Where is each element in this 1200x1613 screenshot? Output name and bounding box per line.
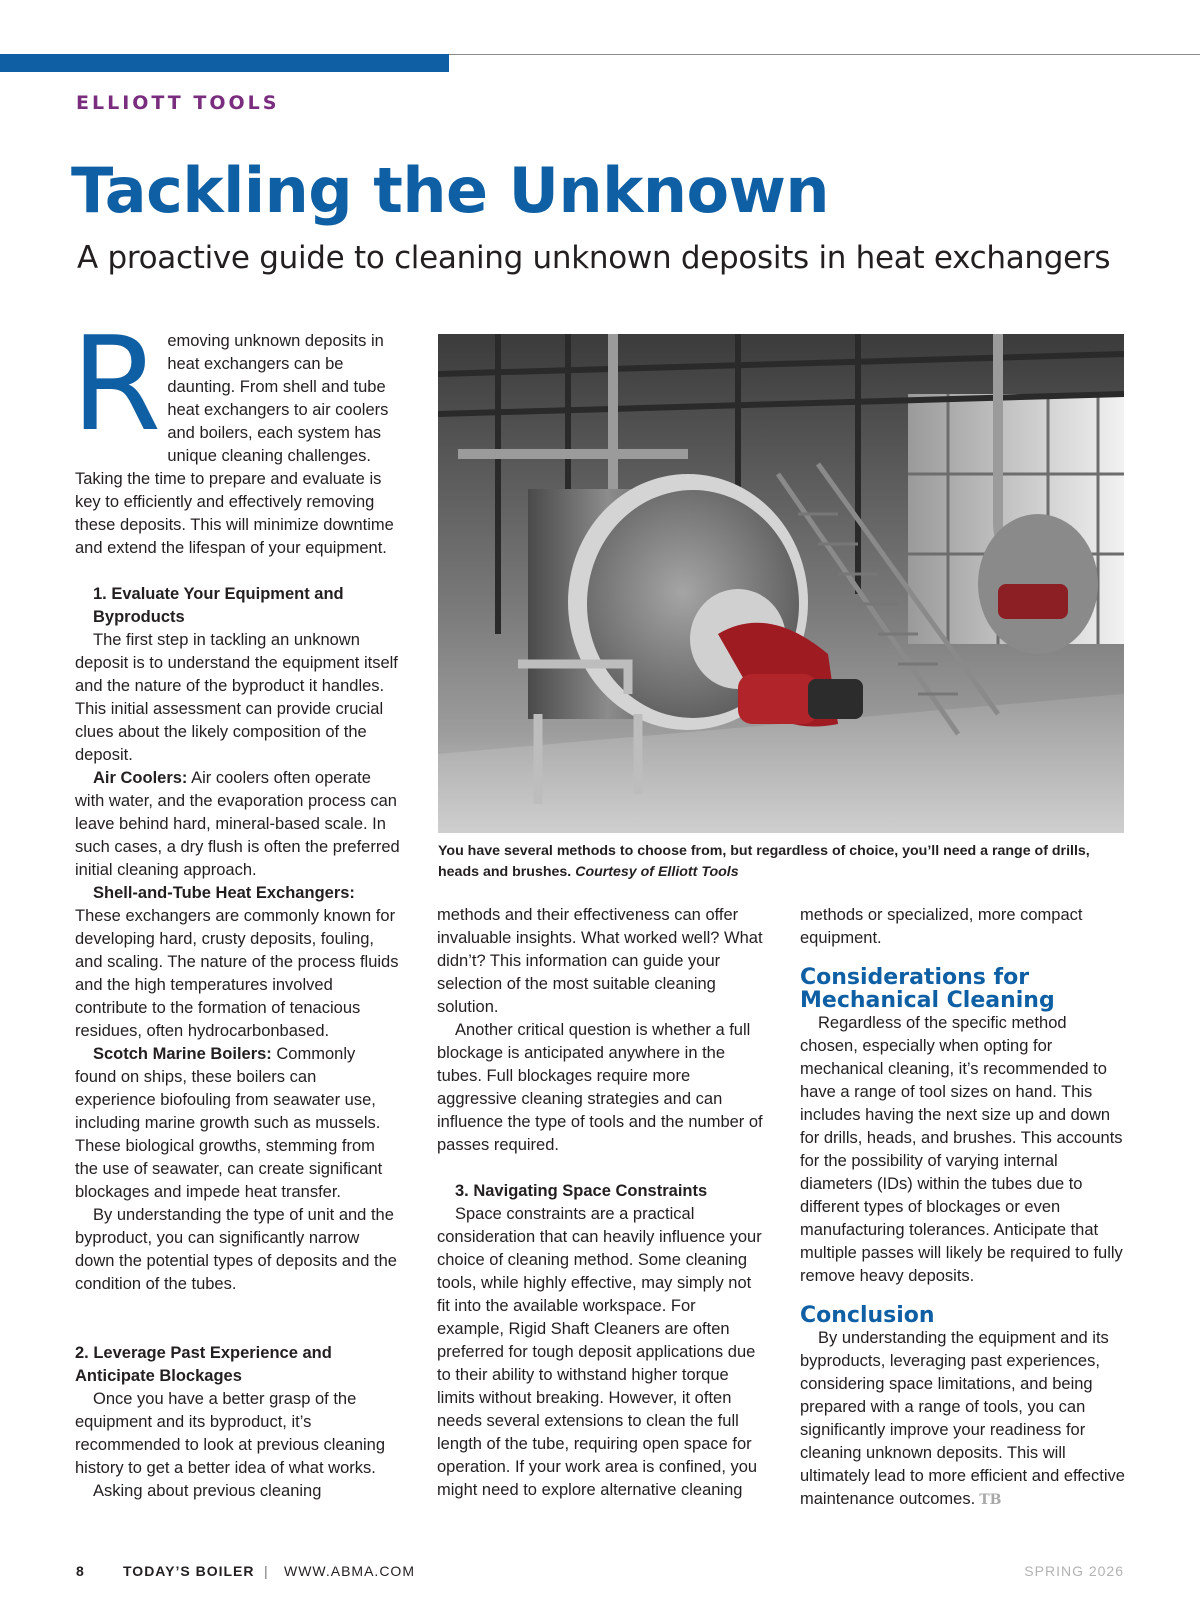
paragraph-scotch-marine: Scotch Marine Boilers: Commonly found on ships, these boilers can experience biofouling from seawater use, including marine growth such as mussels. These biological growths, stemming from the use of seawater, can create significant blockages and impede heat transfer. [75, 1045, 383, 1201]
heading-conclusion: Conclusion [800, 1303, 935, 1328]
end-mark: TB [979, 1492, 1002, 1508]
subheading-space: 3. Navigating Space Constraints [455, 1182, 708, 1200]
website-link[interactable]: WWW.ABMA.COM [284, 1563, 415, 1579]
page-footer [76, 1563, 1124, 1583]
magazine-name: TODAY’S BOILER [123, 1563, 255, 1579]
issue-season: SPRING 2026 [1024, 1563, 1124, 1579]
header-rule [449, 54, 1200, 55]
heading-mechanical-cleaning: Considerations for Mechanical Cleaning [800, 965, 1055, 1013]
paragraph: Space constraints are a practical consideration that can heavily influence your choice of cleaning method. Some cleaning tools, while highly effective, may simply not fit into the available workspace. For example, Rigid Shaft Cleaners are often preferred for tough deposit applications due to their ability to withstand higher torque limits without breaking. However, it often needs several extensions to clean the full length of the tube, requiring open space for operation. If your work area is confined, you might need to explore alternative cleaning [437, 1205, 762, 1499]
footer-separator: | [264, 1563, 268, 1579]
paragraph-conclusion: By understanding the equipment and its byproducts, leveraging past experiences, considering space limitations, and being prepared with a range of tools, you can significantly improve your readiness for cleaning unknown deposits. This will ultimately lead to more efficient and effective maintenance outcomes. TB [800, 1329, 1125, 1508]
column-3 [800, 904, 1127, 1512]
column-1 [71, 308, 400, 1503]
paragraph: Asking about previous cleaning [93, 1482, 322, 1500]
article-title: Tackling the Unknown [71, 154, 830, 227]
paragraph: The first step in tackling an unknown deposit is to understand the equipment itself and the nature of the byproduct it handles. This initial assessment can provide crucial clues about the likely composition of the deposit. [75, 631, 398, 764]
paragraph: Regardless of the specific method chosen, especially when opting for mechanical cleaning, it’s recommended to have a range of tool sizes on hand. This includes having the next size up and down for drills, heads, and brushes. This accounts for the possibility of varying internal diameters (IDs) within the tubes due to different types of blockages or even manufacturing tolerances. Anticipate that multiple passes will likely be required to fully remove heavy deposits. [800, 1014, 1123, 1285]
paragraph-shell-tube: Shell-and-Tube Heat Exchangers: These exchangers are commonly known for developing hard, crusty deposits, fouling, and scaling. The nature of the process fluids and the high temperatures involved contribute to the formation of tenacious residues, often hydrocarbonbased. [75, 884, 399, 1040]
subheading-evaluate: 1. Evaluate Your Equipment and Byproducts [93, 585, 344, 626]
paragraph: methods or specialized, more compact equipment. [800, 906, 1083, 947]
intro-paragraph: Removing unknown deposits in heat exchangers can be daunting. From shell and tube heat exchangers to air coolers and boilers, each system has unique cleaning challenges. Taking the time to prepare and evaluate is key to efficiently and effectively removing these deposits. This will minimize downtime and extend the lifespan of your equipment. [71, 308, 394, 557]
page-number: 8 [76, 1563, 84, 1579]
paragraph: Another critical question is whether a full blockage is anticipated anywhere in the tubes. Full blockages require more aggressive cleaning strategies and can influence the type of tools and the number of passes required. [437, 1021, 763, 1154]
subheading-leverage: 2. Leverage Past Experience and Anticipate Blockages [75, 1344, 332, 1385]
column-2 [437, 904, 764, 1502]
header-accent-bar [0, 54, 449, 72]
boiler-room-photo [438, 334, 1124, 833]
article-subtitle: A proactive guide to cleaning unknown deposits in heat exchangers [77, 240, 1111, 276]
photo-caption: You have several methods to choose from, but regardless of choice, you’ll need a range of drills, heads and brushes. Courtesy of Elliott Tools [438, 843, 1090, 880]
drop-cap: R [71, 308, 162, 460]
paragraph-air-coolers: Air Coolers: Air coolers often operate with water, and the evaporation process can leave behind hard, mineral-based scale. In such cases, a dry flush is often the preferred initial cleaning approach. [75, 769, 400, 879]
paragraph: Once you have a better grasp of the equipment and its byproduct, it’s recommended to look at previous cleaning history to get a better idea of what works. [75, 1390, 386, 1477]
paragraph: By understanding the type of unit and the byproduct, you can significantly narrow down the potential types of deposits and the condition of the tubes. [75, 1206, 397, 1293]
photo-credit: Courtesy of Elliott Tools [575, 864, 739, 880]
paragraph: methods and their effectiveness can offer invaluable insights. What worked well? What didn’t? This information can guide your selection of the most suitable cleaning solution. [437, 906, 763, 1016]
section-label: ELLIOTT TOOLS [76, 92, 280, 114]
